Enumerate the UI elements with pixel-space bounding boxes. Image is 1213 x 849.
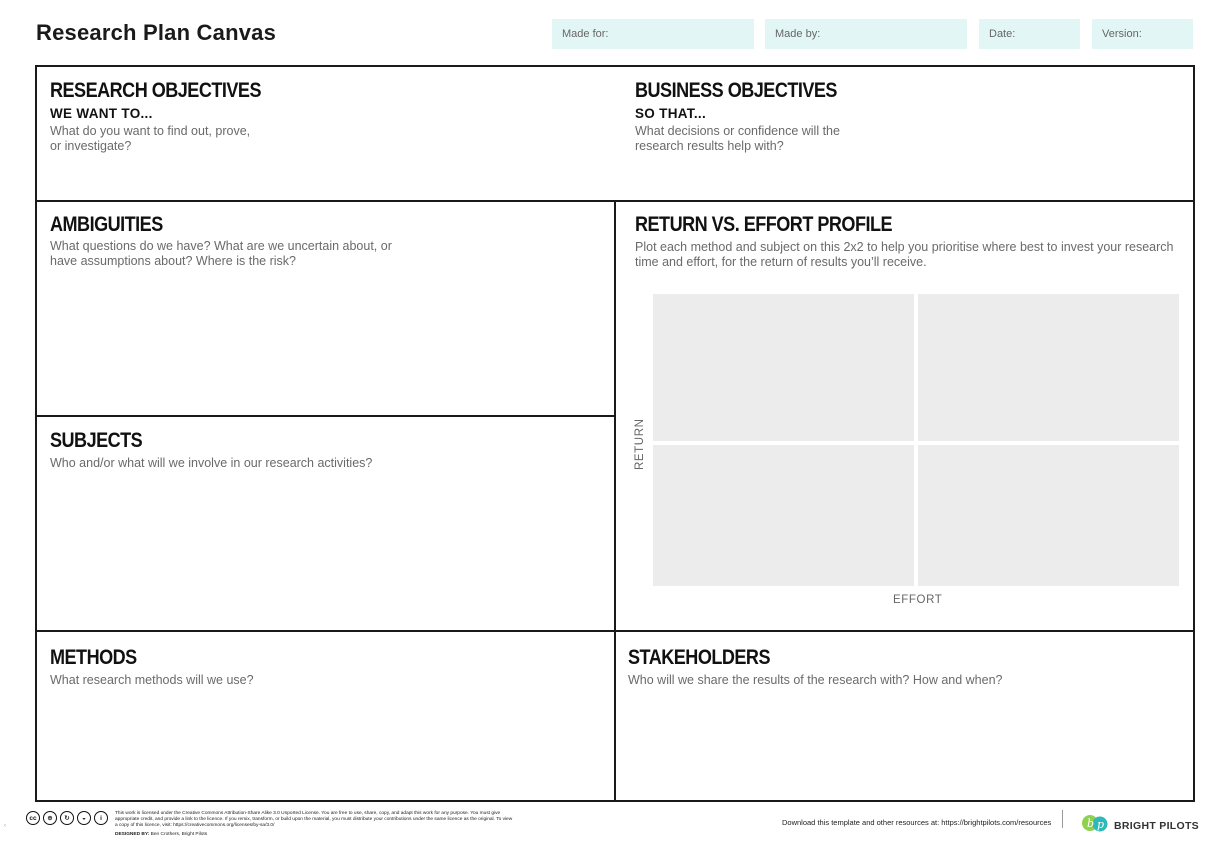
business-objectives-heading: BUSINESS OBJECTIVES	[635, 79, 837, 102]
svg-text:p: p	[1097, 818, 1105, 831]
download-text[interactable]: Download this template and other resources at: https://brightpilots.com/resources	[782, 818, 1052, 827]
version-field[interactable]: Version:	[1092, 19, 1193, 49]
nc-icon: ◒	[77, 811, 91, 825]
quadrant-bottom-left[interactable]	[653, 445, 914, 586]
divider-row-2	[35, 415, 616, 417]
date-field[interactable]: Date:	[979, 19, 1080, 49]
svg-text:b: b	[1087, 817, 1095, 830]
business-objectives-subheading: SO THAT...	[635, 106, 707, 121]
sa-icon: ↻	[60, 811, 74, 825]
research-objectives-subheading: WE WANT TO...	[50, 106, 153, 121]
footer-divider	[1062, 810, 1063, 828]
made-by-field[interactable]: Made by:	[765, 19, 967, 49]
cc-icon: cc	[26, 811, 40, 825]
designed-by	[115, 832, 207, 837]
designed-by-value: Ben Crothers, Bright Pilots	[150, 832, 208, 837]
methods-description: What research methods will we use?	[50, 673, 254, 687]
license-text: This work is licensed under the Creative Commons Attribution-Share Alike 3.0 Unported License. You are free to use, share, copy, and adapt this work for any purpose. You must give appropriate credit, and provide a link to the licence. If you remix, transform, or build upon the material, you must distribute your contributions under the same licence as the original. To view a copy of this licence, visit: https://creativecommons.org/licenses/by-sa/3.0/	[115, 811, 513, 828]
return-effort-description: Plot each method and subject on this 2x2 to help you prioritise where best to invest your research time and effort, for the return of results you’ll receive.	[635, 240, 1174, 269]
page-title: Research Plan Canvas	[36, 20, 277, 45]
license-icons	[26, 811, 108, 825]
divider-column	[614, 200, 616, 802]
stakeholders-description: Who will we share the results of the research with? How and when?	[628, 673, 1003, 687]
quadrant-bottom-right[interactable]	[918, 445, 1179, 586]
effort-axis-label: EFFORT	[893, 594, 943, 606]
info-icon: i	[94, 811, 108, 825]
quadrant-top-left[interactable]	[653, 294, 914, 441]
ambiguities-description: What questions do we have? What are we uncertain about, or have assumptions about? Where is the risk?	[50, 239, 392, 268]
by-icon: ⊕	[43, 811, 57, 825]
subjects-description: Who and/or what will we involve in our research activities?	[50, 456, 373, 470]
research-objectives-description: What do you want to find out, prove, or investigate?	[50, 124, 251, 153]
research-objectives-heading: RESEARCH OBJECTIVES	[50, 79, 261, 102]
return-effort-heading: RETURN VS. EFFORT PROFILE	[635, 213, 893, 236]
quadrant-top-right[interactable]	[918, 294, 1179, 441]
business-objectives-description: What decisions or confidence will the research results help with?	[635, 124, 840, 153]
made-for-field[interactable]: Made for:	[552, 19, 754, 49]
brand-name: BRIGHT PILOTS	[1114, 820, 1199, 832]
return-axis-label: RETURN	[634, 418, 646, 470]
edge-mark: ‹	[4, 823, 6, 829]
subjects-heading: SUBJECTS	[50, 429, 143, 452]
designed-by-label: DESIGNED BY:	[115, 832, 150, 837]
stakeholders-heading: STAKEHOLDERS	[628, 646, 770, 669]
ambiguities-heading: AMBIGUITIES	[50, 213, 163, 236]
methods-heading: METHODS	[50, 646, 137, 669]
bright-pilots-logo-icon	[1081, 812, 1109, 834]
